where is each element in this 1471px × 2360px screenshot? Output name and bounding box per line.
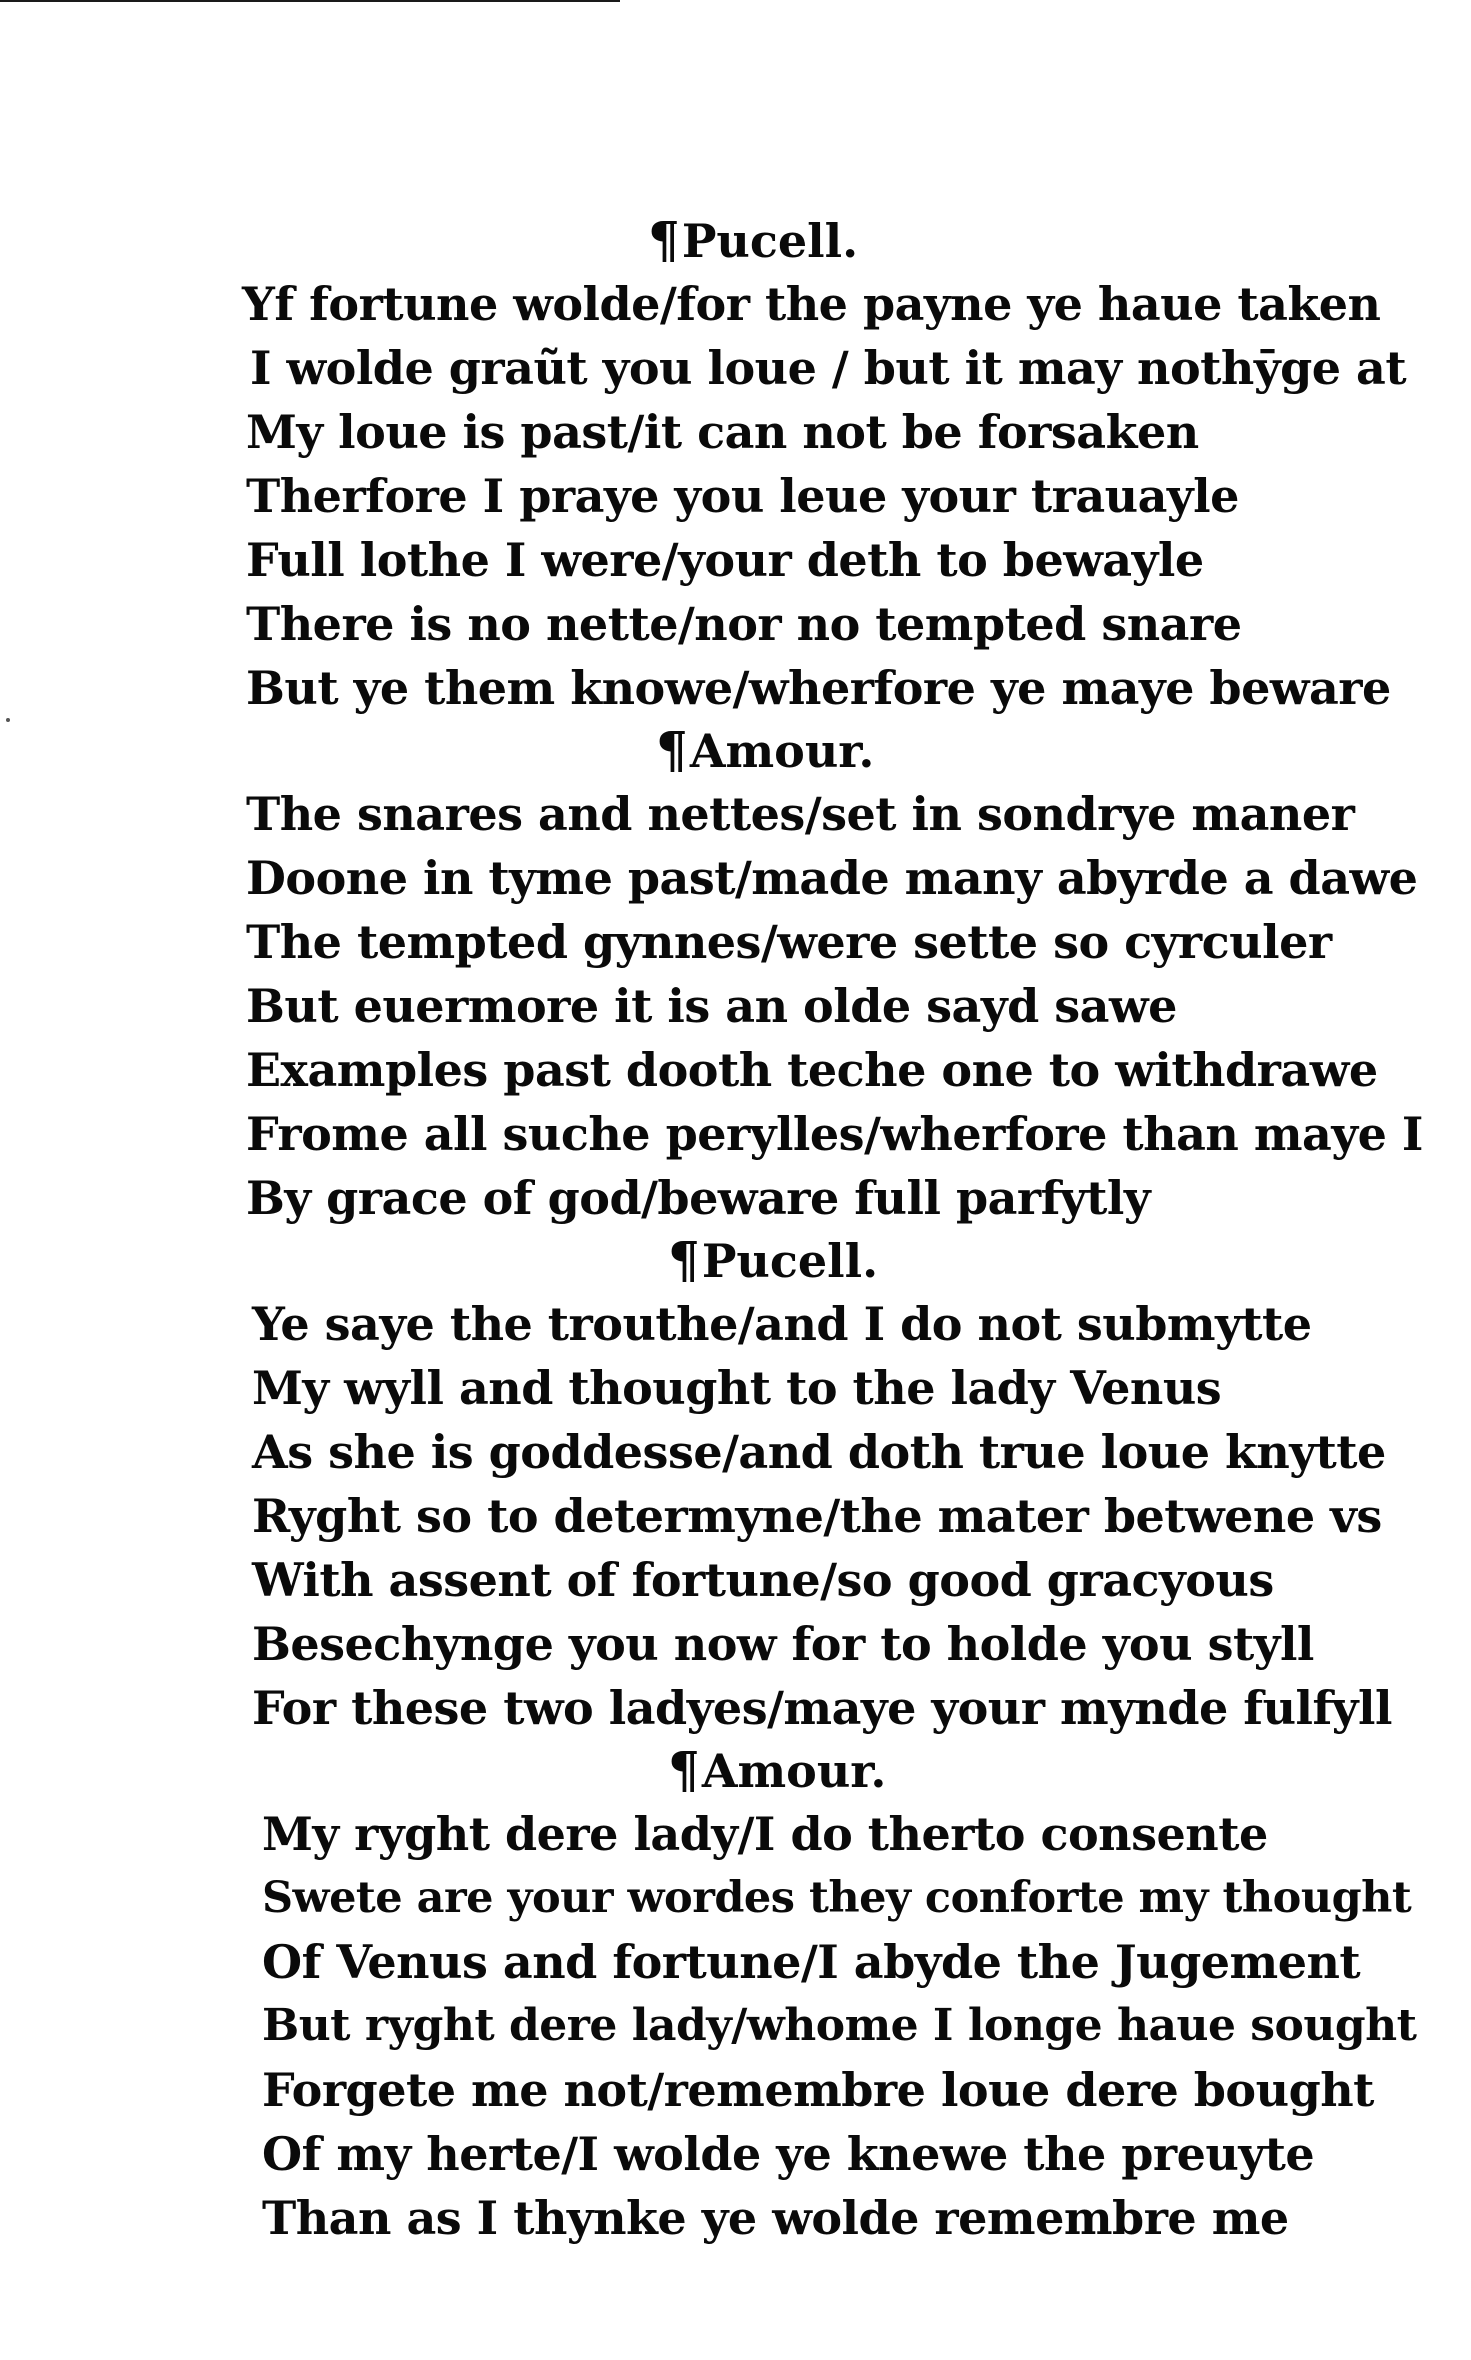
pilcrow-mark: ¶ (668, 1230, 700, 1289)
speaker-heading (656, 722, 874, 779)
verse-line: Yf fortune wolde/for the payne ye haue taken (242, 277, 1381, 331)
verse-line: Doone in tyme past/made many abyrde a dawe (246, 851, 1418, 905)
verse-line: My ryght dere lady/I do therto consente (262, 1807, 1268, 1861)
speaker-heading (668, 1232, 878, 1289)
verse-line: My loue is past/it can not be forsaken (246, 405, 1199, 459)
verse-line: The tempted gynnes/were sette so cyrculer (246, 915, 1332, 969)
verse-line: Than as I thynke ye wolde remembre me (262, 2191, 1289, 2245)
verse-line: With assent of fortune/so good gracyous (252, 1553, 1274, 1607)
verse-line: By grace of god/beware full parfytly (246, 1171, 1151, 1225)
verse-line: Swete are your wordes they conforte my thought (262, 1873, 1412, 1923)
verse-line: Forgete me not/remembre loue dere bought (262, 2063, 1374, 2117)
pilcrow-mark: ¶ (656, 720, 688, 779)
verse-line: As she is goddesse/and doth true loue knytte (252, 1425, 1386, 1479)
pilcrow-mark: ¶ (648, 210, 680, 269)
verse-line: But ye them knowe/wherfore ye maye beware (246, 661, 1391, 715)
verse-line: Therfore I praye you leue your trauayle (246, 469, 1239, 523)
verse-line: Frome all suche perylles/wherfore than maye I (246, 1107, 1423, 1161)
verse-line: For these two ladyes/maye your mynde fulfyll (252, 1681, 1392, 1735)
pilcrow-mark: ¶ (668, 1740, 700, 1799)
verse-line: Of my herte/I wolde ye knewe the preuyte (262, 2127, 1315, 2181)
verse-line: I wolde graũt you loue / but it may nothȳge at (250, 341, 1407, 395)
speaker-name: Amour. (701, 1744, 887, 1798)
speaker-name: Pucell. (681, 214, 859, 268)
verse-line: But euermore it is an olde sayd sawe (246, 979, 1177, 1033)
verse-line: The snares and nettes/set in sondrye maner (246, 787, 1355, 841)
verse-line: Examples past dooth teche one to withdrawe (246, 1043, 1378, 1097)
verse-line: Besechynge you now for to holde you styll (252, 1617, 1314, 1671)
verse-line: But ryght dere lady/whome I longe haue sought (262, 2000, 1417, 2051)
verse-line: There is no nette/nor no tempted snare (246, 597, 1242, 651)
verse-line: Ryght so to determyne/the mater betwene vs (252, 1489, 1382, 1543)
verse-line: My wyll and thought to the lady Venus (252, 1361, 1222, 1415)
verse-line: Of Venus and fortune/I abyde the Jugement (262, 1935, 1361, 1989)
speaker-heading (668, 1742, 886, 1799)
verse-line: Full lothe I were/your deth to bewayle (246, 533, 1204, 587)
speaker-name: Pucell. (701, 1234, 879, 1288)
speaker-name: Amour. (689, 724, 875, 778)
verse-line: Ye saye the trouthe/and I do not submytte (252, 1297, 1312, 1351)
speaker-heading (648, 212, 858, 269)
